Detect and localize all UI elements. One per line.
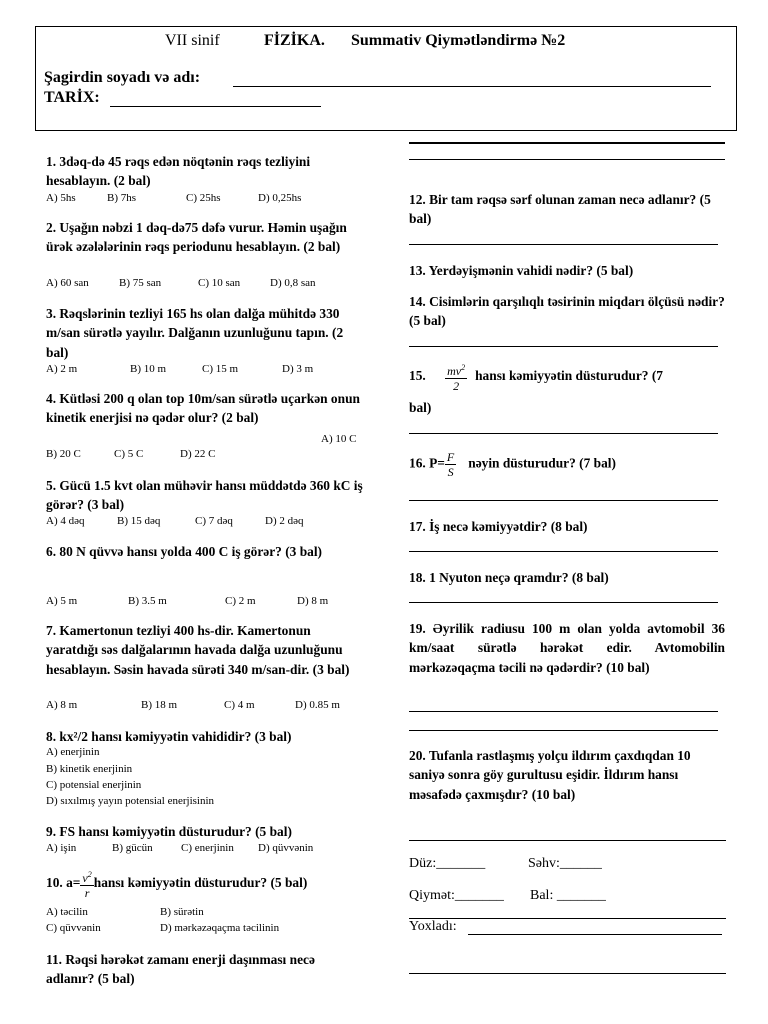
- question-14: 14. Cisimlərin qarşılıqlı təsirinin miqdarı ölçüsü nədir? (5 bal): [409, 294, 725, 329]
- answer-line[interactable]: [409, 551, 718, 552]
- question-10: [46, 868, 376, 900]
- q3-option-b[interactable]: B) 10 m: [130, 363, 167, 375]
- q10-suffix: hansı kəmiyyətin düsturudur? (5 bal): [93, 875, 308, 891]
- q15-numerator-exponent: 2: [461, 363, 466, 372]
- q2-option-b[interactable]: B) 75 san: [119, 277, 162, 289]
- date-field-line[interactable]: [110, 106, 321, 107]
- question-5: 5. Gücü 1.5 kvt olan mühəvir hansı müddətdə 360 kC iş görər? (3 bal): [46, 478, 363, 513]
- checked-by-label: Yoxladı:: [409, 919, 457, 934]
- q1-option-b[interactable]: B) 7hs: [107, 192, 137, 204]
- q4-option-b[interactable]: B) 20 C: [46, 448, 81, 460]
- q6-option-b[interactable]: B) 3.5 m: [128, 595, 167, 607]
- question-13: 13. Yerdəyişmənin vahidi nədir? (5 bal): [409, 263, 634, 278]
- q1-option-a[interactable]: A) 5hs: [46, 192, 76, 204]
- question-20: 20. Tufanla rastlaşmış yolçu ildırım çaxdıqdan 10 saniyə sonra göy gurultusu eşidir. İldırım hansı məsafədə çaxmışdır? (10 bal): [409, 748, 691, 802]
- q2-option-a[interactable]: A) 60 san: [46, 277, 89, 289]
- q6-option-a[interactable]: A) 5 m: [46, 595, 78, 607]
- q6-option-c[interactable]: C) 2 m: [225, 595, 256, 607]
- question-12: 12. Bir tam rəqsə sərf olunan zaman necə adlanır? (5 bal): [409, 192, 711, 227]
- answer-line[interactable]: [409, 159, 725, 160]
- q15-prefix: 15.: [409, 368, 426, 384]
- q16-fraction: [445, 450, 456, 479]
- q2-option-c[interactable]: C) 10 san: [198, 277, 241, 289]
- q10-option-d[interactable]: D) mərkəzəqaçma təcilinin: [160, 922, 280, 934]
- answer-line[interactable]: [409, 244, 718, 245]
- header-subject: FİZİKA.: [264, 32, 325, 49]
- q5-option-b[interactable]: B) 15 dəq: [117, 515, 161, 527]
- question-7: 7. Kamertonun tezliyi 400 hs-dir. Kamertonun yaratdığı səs dalğalarının havada dalğa uzunluğunu hesablayın. Səsin havada sürəti 340 m/san-dir. (3 bal): [46, 623, 350, 677]
- name-field-line[interactable]: [233, 86, 711, 87]
- q4-option-a[interactable]: A) 10 C: [321, 433, 357, 445]
- name-label: Şagirdin soyadı və adı:: [44, 69, 201, 86]
- q7-option-b[interactable]: B) 18 m: [141, 699, 178, 711]
- answer-line[interactable]: [409, 973, 726, 974]
- q16-prefix: 16. P=: [409, 455, 445, 471]
- q8-option-d[interactable]: D) sıxılmış yayın potensial enerjisinin: [46, 795, 215, 807]
- q4-option-d[interactable]: D) 22 C: [180, 448, 216, 460]
- q2-option-d[interactable]: D) 0,8 san: [270, 277, 316, 289]
- q15-numerator: mv: [447, 364, 462, 378]
- q8-option-a[interactable]: A) enerjinin: [46, 746, 100, 758]
- answer-line[interactable]: [409, 602, 718, 603]
- question-18: 18. 1 Nyuton neçə qramdır? (8 bal): [409, 570, 609, 585]
- q10-numerator-exponent: 2: [87, 870, 92, 879]
- score-field[interactable]: Bal: _______: [530, 888, 606, 903]
- q10-prefix: 10. a=: [46, 875, 81, 891]
- question-11: 11. Rəqsi hərəkət zamanı enerji daşınması necə adlanır? (5 bal): [46, 952, 315, 987]
- question-6: 6. 80 N qüvvə hansı yolda 400 C iş görər? (3 bal): [46, 544, 323, 559]
- q9-option-c[interactable]: C) enerjinin: [181, 842, 234, 854]
- question-19: 19. Əyrilik radiusu 100 m olan yolda avtomobil 36 km/saat sürətlə hərəkət edir. Avtomobilin mərkəzəqaçma təcili nə qədərdir? (10 bal): [409, 621, 725, 675]
- question-3: 3. Rəqslərinin tezliyi 165 hs olan dalğa mühitdə 330 m/san sürətlə yayılır. Dalğanın uzunluğunu tapın. (2 bal): [46, 306, 344, 360]
- q16-numerator: F: [446, 450, 455, 464]
- q7-option-d[interactable]: D) 0.85 m: [295, 699, 340, 711]
- q10-option-b[interactable]: B) sürətin: [160, 906, 204, 918]
- q3-option-c[interactable]: C) 15 m: [202, 363, 239, 375]
- q16-denominator: S: [447, 465, 454, 479]
- q4-option-c[interactable]: C) 5 C: [114, 448, 144, 460]
- question-15: [409, 361, 739, 393]
- q10-numerator: v: [82, 871, 88, 885]
- question-1: 1. 3dəq-də 45 rəqs edən nöqtənin rəqs tezliyini hesablayın. (2 bal): [46, 154, 311, 189]
- question-9: 9. FS hansı kəmiyyətin düsturudur? (5 bal): [46, 824, 292, 839]
- q3-option-a[interactable]: A) 2 m: [46, 363, 78, 375]
- q15-denominator: 2: [453, 379, 460, 393]
- answer-line[interactable]: [409, 711, 718, 712]
- checked-by-line[interactable]: [468, 934, 722, 935]
- question-4: 4. Kütləsi 200 q olan top 10m/san sürətlə uçarkən onun kinetik enerjisi nə qədər olur? (2 bal): [46, 391, 360, 426]
- q5-option-a[interactable]: A) 4 dəq: [46, 515, 85, 527]
- date-label: TARİX:: [44, 89, 100, 106]
- q1-option-c[interactable]: C) 25hs: [186, 192, 221, 204]
- q10-option-c[interactable]: C) qüvvənin: [46, 922, 101, 934]
- q9-option-b[interactable]: B) gücün: [112, 842, 153, 854]
- q8-option-b[interactable]: B) kinetik enerjinin: [46, 763, 133, 775]
- correct-count-field[interactable]: Düz:_______: [409, 856, 486, 871]
- q15-fraction: [445, 361, 467, 393]
- answer-line[interactable]: [409, 500, 718, 501]
- q7-option-c[interactable]: C) 4 m: [224, 699, 255, 711]
- q5-option-c[interactable]: C) 7 dəq: [195, 515, 233, 527]
- q15-tail: bal): [409, 400, 432, 415]
- question-16: [409, 450, 739, 479]
- q10-fraction: [80, 868, 93, 900]
- q3-option-d[interactable]: D) 3 m: [282, 363, 314, 375]
- q10-denominator: r: [84, 886, 90, 900]
- header-assessment: Summativ Qiymətləndirmə №2: [351, 32, 566, 49]
- question-17: 17. İş necə kəmiyyətdir? (8 bal): [409, 519, 588, 534]
- q15-suffix: hansı kəmiyyətin düsturudur? (7: [475, 368, 663, 384]
- q7-option-a[interactable]: A) 8 m: [46, 699, 78, 711]
- answer-line[interactable]: [409, 346, 718, 347]
- grade-field[interactable]: Qiymət:_______: [409, 888, 504, 903]
- wrong-count-field[interactable]: Səhv:______: [528, 856, 602, 871]
- answer-line[interactable]: [409, 433, 718, 434]
- answer-line[interactable]: [409, 142, 725, 144]
- q9-option-a[interactable]: A) işin: [46, 842, 77, 854]
- q9-option-d[interactable]: D) qüvvənin: [258, 842, 314, 854]
- q5-option-d[interactable]: D) 2 dəq: [265, 515, 304, 527]
- q16-suffix: nəyin düsturudur? (7 bal): [468, 455, 616, 471]
- q1-option-d[interactable]: D) 0,25hs: [258, 192, 302, 204]
- answer-line[interactable]: [409, 730, 718, 731]
- question-2: 2. Uşağın nəbzi 1 dəq-də75 dəfə vurur. Həmin uşağın ürək əzələlərinin rəqs periodunu hesablayın. (2 bal): [46, 220, 347, 255]
- q10-option-a[interactable]: A) təcilin: [46, 906, 88, 918]
- q8-option-c[interactable]: C) potensial enerjinin: [46, 779, 142, 791]
- answer-line[interactable]: [409, 840, 726, 841]
- question-8: 8. kx²/2 hansı kəmiyyətin vahididir? (3 bal): [46, 729, 292, 744]
- header-grade: VII sinif: [165, 32, 220, 49]
- q6-option-d[interactable]: D) 8 m: [297, 595, 329, 607]
